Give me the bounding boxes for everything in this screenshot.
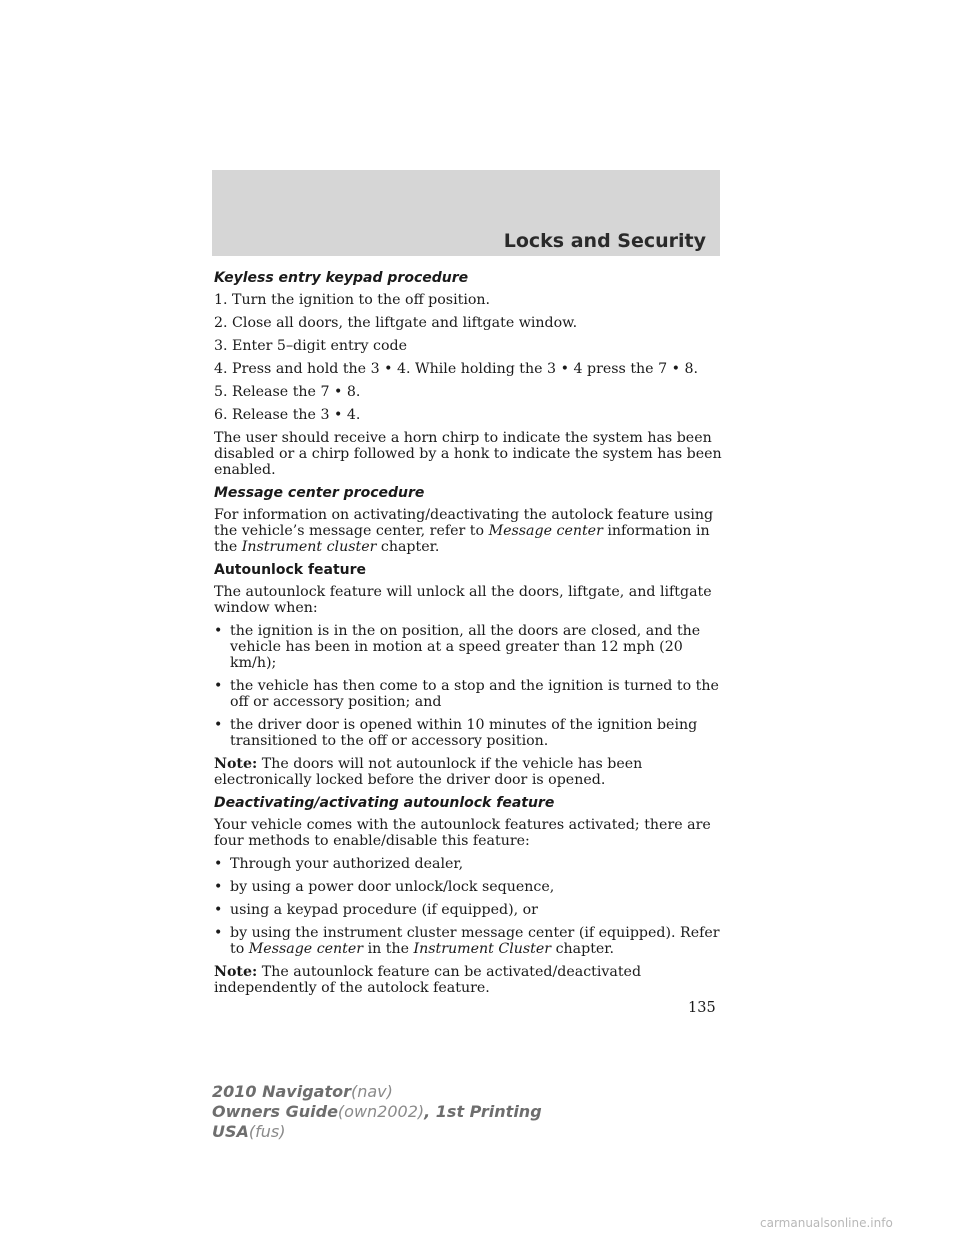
page-number: 135 [688, 1000, 716, 1016]
message-center-heading: Message center procedure [214, 485, 425, 501]
keypad-step: 4. Press and hold the 3 • 4. While holding the 3 • 4 press the 7 • 8. [214, 361, 699, 377]
message-center-reference: Message center [488, 523, 603, 539]
autounlock-heading: Autounlock feature [214, 562, 367, 578]
list-item: • the vehicle has then come to a stop and the ignition is turned to the off or accessory position; and [214, 678, 719, 710]
keypad-step: 1. Turn the ignition to the off position. [214, 292, 491, 308]
bullet-icon: • [214, 925, 223, 941]
footer-line-model: 2010 Navigator(nav) [212, 1082, 393, 1101]
section-header-band [212, 170, 720, 256]
deactivating-heading: Deactivating/activating autounlock feature [214, 795, 555, 811]
list-item: • the driver door is opened within 10 minutes of the ignition being transitioned to the off or accessory position. [214, 717, 698, 749]
bullet-icon: • [214, 678, 223, 694]
keypad-result: The user should receive a horn chirp to indicate the system has been disabled or a chirp followed by a honk to indicate the system has been enabled. [214, 430, 722, 478]
watermark: carmanualsonline.info [760, 1216, 893, 1230]
keypad-step: 2. Close all doors, the liftgate and liftgate window. [214, 315, 578, 331]
section-title: Locks and Security [503, 230, 706, 252]
instrument-cluster-reference: Instrument cluster [241, 539, 377, 555]
bullet-icon: • [214, 717, 223, 733]
keypad-step: 3. Enter 5–digit entry code [214, 338, 408, 354]
list-item: • by using a power door unlock/lock sequence, [214, 879, 555, 895]
note-label: Note: [214, 756, 258, 772]
message-center-reference: Message center [248, 941, 364, 957]
bullet-icon: • [214, 856, 223, 872]
deactivating-intro: Your vehicle comes with the autounlock features activated; there are four methods to enable/disable this feature: [214, 817, 711, 849]
keypad-step: 6. Release the 3 • 4. [214, 407, 361, 423]
instrument-cluster-reference: Instrument Cluster [413, 941, 552, 957]
print-footer [212, 1082, 542, 1142]
footer-line-guide: Owners Guide(own2002), 1st Printing [212, 1102, 542, 1121]
bullet-icon: • [214, 623, 223, 639]
autounlock-note: Note: The doors will not autounlock if the vehicle has been electronically locked before the driver door is opened. [214, 756, 643, 788]
keypad-heading: Keyless entry keypad procedure [214, 270, 469, 286]
message-center-paragraph: For information on activating/deactivating the autolock feature using the vehicle’s message center, refer to Message center information in the Instrument cluster chapter. [214, 507, 714, 555]
list-item: • by using the instrument cluster message center (if equipped). Refer to Message center in the Instrument Cluster chapter. [214, 925, 720, 957]
keypad-step: 5. Release the 7 • 8. [214, 384, 361, 400]
bullet-icon: • [214, 902, 223, 918]
list-item: • Through your authorized dealer, [214, 856, 464, 872]
list-item: • the ignition is in the on position, all the doors are closed, and the vehicle has been in motion at a speed greater than 12 mph (20 km/h); [214, 623, 701, 671]
deactivating-note: Note: The autounlock feature can be activated/deactivated independently of the autolock feature. [214, 964, 642, 996]
note-label: Note: [214, 964, 258, 980]
bullet-icon: • [214, 879, 223, 895]
list-item: • using a keypad procedure (if equipped), or [214, 902, 538, 918]
autounlock-intro: The autounlock feature will unlock all the doors, liftgate, and liftgate window when: [214, 584, 712, 616]
footer-line-region: USA(fus) [212, 1122, 286, 1141]
page-content [214, 264, 722, 1003]
